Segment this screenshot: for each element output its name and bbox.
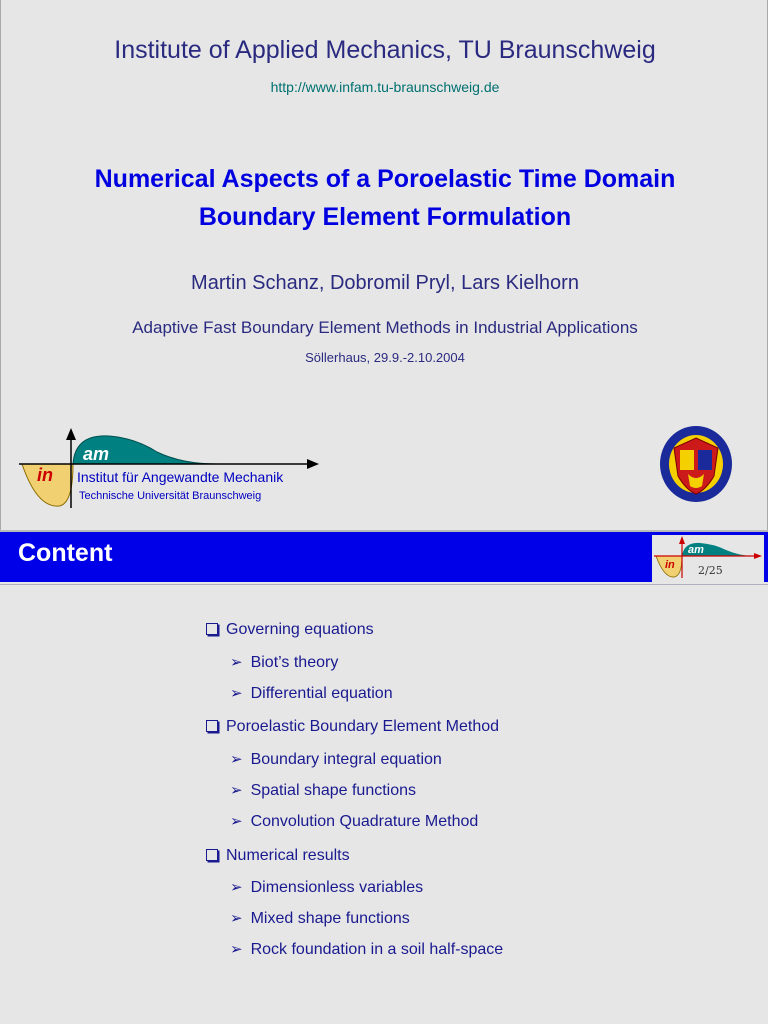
logo-in-text: in bbox=[37, 465, 53, 485]
list-item-level-2: ➢ Boundary integral equation bbox=[230, 751, 442, 768]
tu-braunschweig-seal-icon bbox=[658, 424, 734, 504]
institute-name-german: Institut für Angewandte Mechanik bbox=[77, 469, 284, 485]
talk-title bbox=[1, 160, 768, 236]
page-number: 2/25 bbox=[698, 564, 723, 577]
talk-title-line-2: Boundary Element Formulation bbox=[198, 203, 572, 231]
arrow-bullet-icon: ➢ bbox=[230, 654, 243, 671]
checkbox-bullet-icon bbox=[206, 720, 218, 732]
list-item-level-2: ➢ Mixed shape functions bbox=[230, 910, 410, 927]
checkbox-bullet-icon bbox=[206, 623, 218, 635]
institute-url[interactable]: http://www.infam.tu-braunschweig.de bbox=[270, 79, 500, 95]
list-item-level-2: ➢ Dimensionless variables bbox=[230, 879, 424, 896]
list-item-level-2: ➢ Biot’s theory bbox=[230, 654, 339, 671]
institute-title: Institute of Applied Mechanics, TU Braunschweig bbox=[114, 36, 656, 64]
venue-date: Söllerhaus, 29.9.-2.10.2004 bbox=[305, 350, 465, 365]
list-item-level-1: Governing equations bbox=[206, 621, 374, 639]
header-rule bbox=[0, 584, 768, 585]
checkbox-bullet-icon bbox=[206, 849, 218, 861]
authors: Martin Schanz, Dobromil Pryl, Lars Kielhorn bbox=[191, 272, 579, 294]
arrow-bullet-icon: ➢ bbox=[230, 782, 243, 799]
university-name: Technische Universität Braunschweig bbox=[79, 490, 262, 502]
list-item-level-2: ➢ Rock foundation in a soil half-space bbox=[230, 941, 504, 958]
talk-title-line-1: Numerical Aspects of a Poroelastic Time Domain bbox=[94, 165, 676, 193]
small-logo-am-text: am bbox=[688, 544, 704, 556]
arrow-bullet-icon: ➢ bbox=[230, 879, 243, 896]
small-logo-in-text: in bbox=[665, 559, 675, 571]
list-item-level-1: Poroelastic Boundary Element Method bbox=[206, 718, 499, 736]
list-item-level-2: ➢ Differential equation bbox=[230, 685, 393, 702]
arrow-bullet-icon: ➢ bbox=[230, 941, 243, 958]
arrow-bullet-icon: ➢ bbox=[230, 751, 243, 768]
list-item-level-2: ➢ Spatial shape functions bbox=[230, 782, 417, 799]
arrow-bullet-icon: ➢ bbox=[230, 813, 243, 830]
list-item-level-2: ➢ Convolution Quadrature Method bbox=[230, 813, 479, 830]
logo-am-text: am bbox=[83, 444, 110, 464]
workshop-name: Adaptive Fast Boundary Element Methods in Industrial Applications bbox=[132, 318, 638, 337]
content-title: Content bbox=[18, 539, 113, 567]
arrow-bullet-icon: ➢ bbox=[230, 685, 243, 702]
list-item-level-1: Numerical results bbox=[206, 847, 350, 865]
arrow-bullet-icon: ➢ bbox=[230, 910, 243, 927]
